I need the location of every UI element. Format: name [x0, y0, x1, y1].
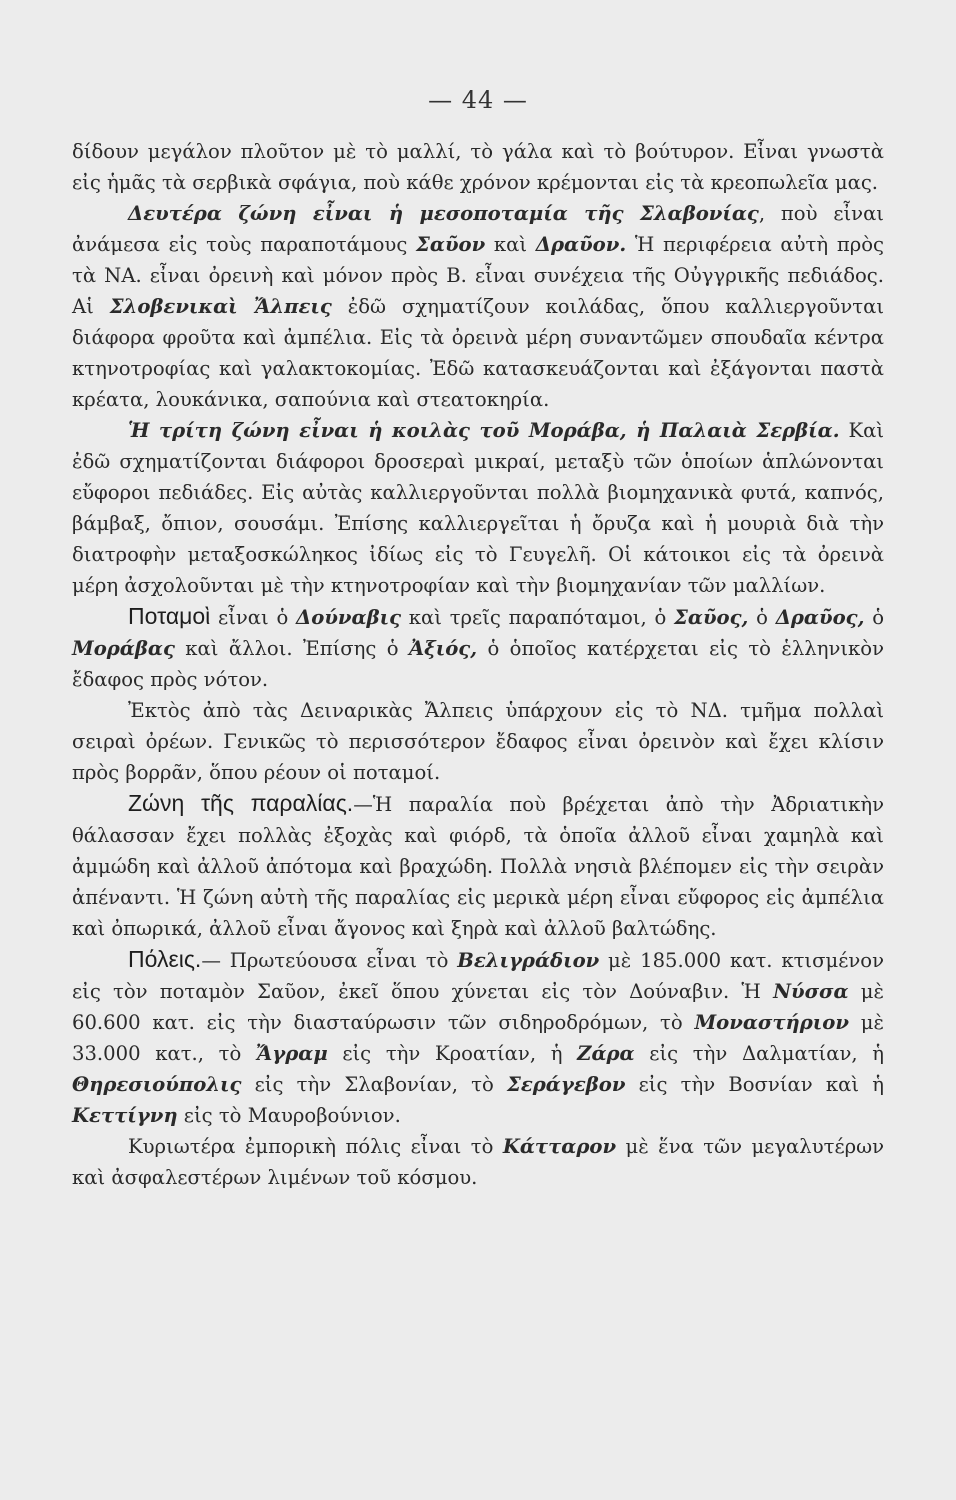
- text-run: —Ἡ παραλία ποὺ βρέχεται ἀπὸ τὴν Ἀδριατικὴν θάλασσαν ἔχει πολλὰς ἐξοχὰς καὶ φιόρδ, τὰ ὁποῖα ἀλλοῦ εἶναι χαμηλὰ καὶ ἀμμώδη καὶ ἀλλοῦ ἀπότομα καὶ βραχώδη. Πολλὰ νησιὰ βλέπομεν εἰς τὴν σειρὰν ἀπέναντι. Ἡ ζώνη αὐτὴ τῆς παραλίας εἰς μερικὰ μέρη εἶναι εὔφορος εἰς ἀμπέλια καὶ ὀπωρικά, ἀλλοῦ εἶναι ἄγονος καὶ ξηρὰ καὶ ἀλλοῦ βαλτώδης.: [72, 793, 884, 940]
- page-body: [72, 136, 884, 1193]
- city-name: Βελιγράδιον: [457, 949, 600, 972]
- text-run: εἰς τὴν Κροατίαν, ἡ: [327, 1042, 578, 1065]
- paragraph-6: [72, 788, 884, 944]
- paragraph-4: [72, 601, 884, 695]
- second-zone-heading: Δευτέρα ζώνη εἶναι ἡ μεσοποταμία τῆς Σλαβονίας: [128, 202, 759, 225]
- text-run: ὁ: [864, 606, 884, 629]
- river-name: Δραῦον.: [535, 233, 627, 256]
- text-run: Ἡ περιφέρεια αὐτὴ πρὸς τὰ ΝΑ. εἶναι ὀρεινὴ καὶ μόνον πρὸς Β. εἶναι συνέχεια τῆς Οὐγγρικῆς πεδιάδος. Αἱ: [72, 233, 884, 318]
- paragraph-8: [72, 1131, 884, 1193]
- paragraph-5: Ἐκτὸς ἀπὸ τὰς Δειναρικὰς Ἄλπεις ὑπάρχουν εἰς τὸ ΝΔ. τμῆμα πολλαὶ σειραὶ ὀρέων. Γενικῶς τὸ περισσότερον ἔδαφος εἶναι ὀρεινὸν καὶ ἔχει κλίσιν πρὸς βορρᾶν, ὅπου ρέουν οἱ ποταμοί.: [72, 699, 884, 784]
- text-run: καὶ: [485, 233, 536, 256]
- city-name: Μοναστήριον: [694, 1011, 849, 1034]
- paragraph-3: [72, 415, 884, 601]
- text-run: εἰς τὴν Σλαβονίαν, τὸ: [241, 1073, 508, 1096]
- text-run: εἶναι ὁ: [210, 606, 297, 629]
- text-run: μὲ ἕνα τῶν μεγαλυτέρων καὶ ἀσφαλεστέρων λιμένων τοῦ κόσμου.: [72, 1135, 884, 1189]
- river-name: Μοράβας: [72, 637, 175, 660]
- text-run: εἰς τὸ Μαυροβούνιον.: [177, 1104, 401, 1127]
- text-run: μὲ 60.600 κατ. εἰς τὴν διασταύρωσιν τῶν σιδηροδρόμων, τὸ: [72, 980, 884, 1034]
- city-name: Κεττίγνη: [72, 1104, 178, 1127]
- text-run: μὲ 185.000 κατ. κτισμένον εἰς τὸν ποταμὸν Σαῦον, ἐκεῖ ὅπου χύνεται εἰς τὸν Δούναβιν. Ἡ: [72, 949, 884, 1003]
- text-run: Καὶ ἐδῶ σχηματίζονται διάφοροι δροσεραὶ μικραί, μεταξὺ τῶν ὁποίων ἁπλώνονται εὔφοροι πεδιάδες. Εἰς αὐτὰς καλλιεργοῦνται πολλὰ βιομηχανικὰ φυτά, καπνός, βάμβαξ, ὄπιον, σουσάμι. Ἐπίσης καλλιεργεῖται ἡ ὄρυζα καὶ ἡ μουριὰ διὰ τὴν διατροφὴν μεταξοσκώληκος ἰδίως εἰς τὸ Γευγελῆ. Οἱ κάτοικοι εἰς τὰ ὀρεινὰ μέρη ἀσχολοῦνται μὲ τὴν κτηνοτροφίαν καὶ τὴν βιομηχανίαν τῶν μαλλίων.: [72, 419, 884, 597]
- river-name: Σαῦον: [416, 233, 486, 256]
- river-name: Δούναβις: [296, 606, 402, 629]
- rivers-heading: Ποταμοὶ: [128, 603, 211, 629]
- text-run: μὲ 33.000 κατ., τὸ: [72, 1011, 884, 1065]
- river-name: Δραῦος,: [775, 606, 865, 629]
- text-run: ὁ ὁποῖος κατέρχεται εἰς τὸ ἑλληνικὸν ἔδαφος πρὸς νότον.: [72, 637, 884, 691]
- paragraph-7: [72, 944, 884, 1131]
- text-run: καὶ ἄλλοι. Ἐπίσης ὁ: [174, 637, 409, 660]
- city-name: Ζάρα: [577, 1042, 635, 1065]
- paragraph-1: δίδουν μεγάλον πλοῦτον μὲ τὸ μαλλί, τὸ γάλα καὶ τὸ βούτυρον. Εἶναι γνωστὰ εἰς ἡμᾶς τὰ σερβικὰ σφάγια, ποὺ κάθε χρόνον κρέμονται εἰς τὰ κρεοπωλεῖα μας.: [72, 140, 884, 194]
- text-run: εἰς τὴν Δαλματίαν, ἡ: [634, 1042, 885, 1065]
- text-run: , ποὺ εἶναι ἀνάμεσα εἰς τοὺς παραποτάμους: [72, 202, 884, 256]
- page-number: — 44 —: [428, 86, 528, 114]
- city-name: Θηρεσιούπολις: [72, 1073, 242, 1096]
- text-run: καὶ τρεῖς παραπόταμοι, ὁ: [401, 606, 675, 629]
- text-run: εἰς τὴν Βοσνίαν καὶ ἡ: [625, 1073, 884, 1096]
- coast-zone-heading: Ζώνη τῆς παραλίας.: [128, 790, 354, 816]
- city-name: Ἄγραμ: [255, 1042, 328, 1065]
- text-run: — Πρωτεύουσα εἶναι τὸ: [201, 949, 458, 972]
- text-run: ἐδῶ σχηματίζουν κοιλάδας, ὅπου καλλιεργοῦνται διάφορα φροῦτα καὶ ἀμπέλια. Εἰς τὰ ὀρεινὰ μέρη συναντῶμεν σπουδαῖα κέντρα κτηνοτροφίας καὶ γαλακτοκομίας. Ἐδῶ κατασκευάζονται καὶ ἐξάγονται παστὰ κρέατα, λουκάνικα, σαπούνια καὶ στεατοκηρία.: [72, 295, 884, 411]
- city-name: Σεράγεβον: [507, 1073, 626, 1096]
- text-run: Κυριωτέρα ἐμπορικὴ πόλις εἶναι τὸ: [128, 1135, 503, 1158]
- third-zone-heading: Ἡ τρίτη ζώνη εἶναι ἡ κοιλὰς τοῦ Μοράβα, ἡ Παλαιὰ Σερβία.: [128, 419, 840, 442]
- cities-heading: Πόλεις.: [128, 946, 202, 972]
- city-name: Κάτταρον: [502, 1135, 617, 1158]
- river-name: Σαῦος,: [674, 606, 749, 629]
- text-run: ὁ: [748, 606, 776, 629]
- mountain-name: Σλοβενικαὶ Ἄλπεις: [109, 295, 332, 318]
- city-name: Νύσσα: [773, 980, 849, 1003]
- paragraph-2: [72, 198, 884, 415]
- river-name: Ἀξιός,: [408, 637, 478, 660]
